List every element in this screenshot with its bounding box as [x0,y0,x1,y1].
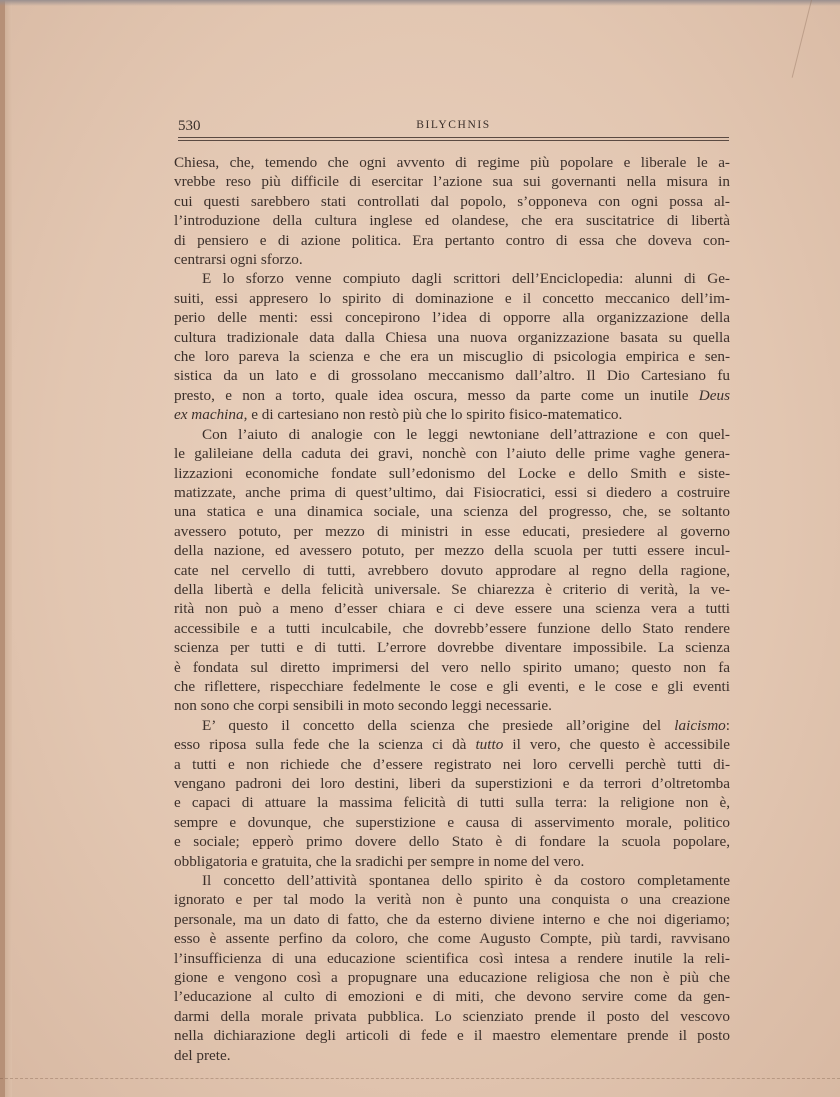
header-rule-top [178,137,729,138]
text-line: scienza per tutti e di tutti. L’errore dovrebbe diventare impossibile. La scienza [174,639,730,657]
running-title: BILYCHNIS [416,119,491,131]
text-line: nella dichiarazione degli articoli di fede e il maestro elementare prende il posto [174,1027,730,1045]
page-header [178,118,729,136]
text-line: presto, e non a torto, quale idea oscura, messo da parte come un inutile Deus [174,386,730,404]
paragraph [174,716,730,871]
text-line: cui questi sarebbero stati controllati dal popolo, s’opponeva con ogni possa al- [174,192,730,210]
text-line: è fondata sul diretto imprimersi del vero nello spirito umano; questo non fa [174,658,730,676]
text-line: che riflettere, rispecchiare fedelmente le cose e gli eventi, e le cose e gli eventi [174,677,730,695]
text-line: vengano padroni dei loro destini, liberi da superstizioni e da terrori d’oltretomba [174,775,730,792]
paragraph [174,269,730,424]
text-line: E’ questo il concetto della scienza che presiede all’origine del laicismo: [202,716,730,734]
text-line: rità non può a meno d’esser chiara e ci deve essere una scienza vera a tutti [174,600,730,618]
corner-crease [792,0,812,78]
paragraph [174,871,730,1065]
text-line: una statica e una dinamica sociale, una scienza del progresso, che, se soltanto [174,503,730,521]
text-line: l’introduzione della cultura inglese ed olandese, che era suscitatrice di libertà [174,212,730,230]
text-line: non sono che corpi sensibili in moto secondo leggi necessarie. [174,697,552,715]
body-text [174,153,730,1065]
text-line: l’insufficienza di una educazione scientifica così intesa a rendere inutile la reli- [174,949,730,967]
text-line: cultura tradizionale data dalla Chiesa una nuova organizzazione basata su quella [174,328,730,346]
text-line: sistica da un lato e di grossolano meccanismo dall’altro. Il Dio Cartesiano fu [174,367,730,385]
text-line: centrarsi ogni sforzo. [174,251,303,269]
text-line: darmi della morale privata pubblica. Lo scienziato prende il posto del vescovo [174,1007,730,1025]
text-line: esso riposa sulla fede che la scienza ci dà tutto il vero, che questo è accessibile [174,736,731,754]
top-edge-shadow [0,0,840,6]
text-line: esso è assente perfino da coloro, che come Augusto Compte, più tardi, ravvisano [174,930,730,948]
text-line: accessibile e a tutti inculcabile, che dovrebb’essere funzione dello Stato rendere [174,619,730,637]
text-line: gione e vengono così a propugnare una educazione religiosa che non è più che [174,969,730,987]
text-line: che loro pareva la scienza e che era un miscuglio di psicologia empirica e sen- [174,348,730,366]
text-line: Con l’aiuto di analogie con le leggi newtoniane dell’attrazione e con quel- [202,425,730,443]
text-line: di pensiero e di azione politica. Era pertanto contro di essa che doveva con- [174,231,730,249]
text-line: E lo sforzo venne compiuto dagli scrittori dell’Enciclopedia: alunni di Ge- [202,270,730,288]
spine-strip [0,0,5,1097]
text-line: Il concetto dell’attività spontanea dello spirito è da costoro completamente [202,872,730,890]
text-line: lizzazioni economiche fondate sull’edonismo del Locke e dello Smith e siste- [174,464,730,482]
text-line: personale, ma un dato di fatto, che da esterno diviene interno e che noi digeriamo; [174,910,730,928]
text-line: cate nel cervello di tutti, avrebbero dovuto approdare al regno della ragione, [174,561,730,579]
text-line: perio delle menti: essi concepirono l’idea di opporre alla organizzazione della [174,309,730,327]
text-line: vrebbe reso più difficile di esercitar l’azione sua sui governanti nella misura in [174,173,730,191]
text-line: a tutti e non richiede che d’essere registrato nei loro cervelli perchè tutti di- [174,755,730,773]
bottom-edge [0,1078,840,1080]
text-line: e sociale; epperò primo dovere dello Stato è di fondare la scuola popolare, [174,833,730,851]
text-line: l’educazione al culto di emozioni e di miti, che devono servire come da gen- [174,988,730,1006]
text-line: matizzate, anche prima di quest’ultimo, dai Fisiocratici, essi si diedero a costruire [174,483,730,501]
text-line: ignorato e per tal modo la verità non è punto una conquista o una creazione [174,891,730,909]
text-line: ex machina, e di cartesiano non restò più che lo spirito fisico-matematico. [174,406,623,424]
text-line: Chiesa, che, temendo che ogni avvento di regime più popolare e liberale le a- [174,154,730,171]
text-line: suiti, essi appresero lo spirito di dominazione e il concetto meccanico dell’im- [174,289,730,307]
text-line: sempre e dovunque, che superstizione e causa di asservimento morale, politico [174,813,730,831]
text-line: obbligatoria e gratuita, che la sradichi per sempre in nome del vero. [174,852,585,870]
text-line: della libertà e della felicità universale. Se chiarezza è criterio di verità, la ve- [174,580,730,598]
text-line: del prete. [174,1046,231,1064]
paragraph [174,153,730,269]
text-line: avessero potuto, per mezzo di ministri in esse educati, presiedere al governo [174,522,730,540]
page-number: 530 [178,118,201,134]
text-line: e capaci di attuare la massima felicità di tutti sulla terra: la religione non è, [174,794,730,812]
text-line: della nazione, ed avessero potuto, per mezzo della scuola per tutti essere incul- [174,542,730,560]
text-line: le galileiane della caduta dei gravi, nonchè con l’aiuto delle prime vaghe genera- [174,445,730,463]
paragraph [174,425,730,716]
header-rule-bottom [178,140,729,141]
